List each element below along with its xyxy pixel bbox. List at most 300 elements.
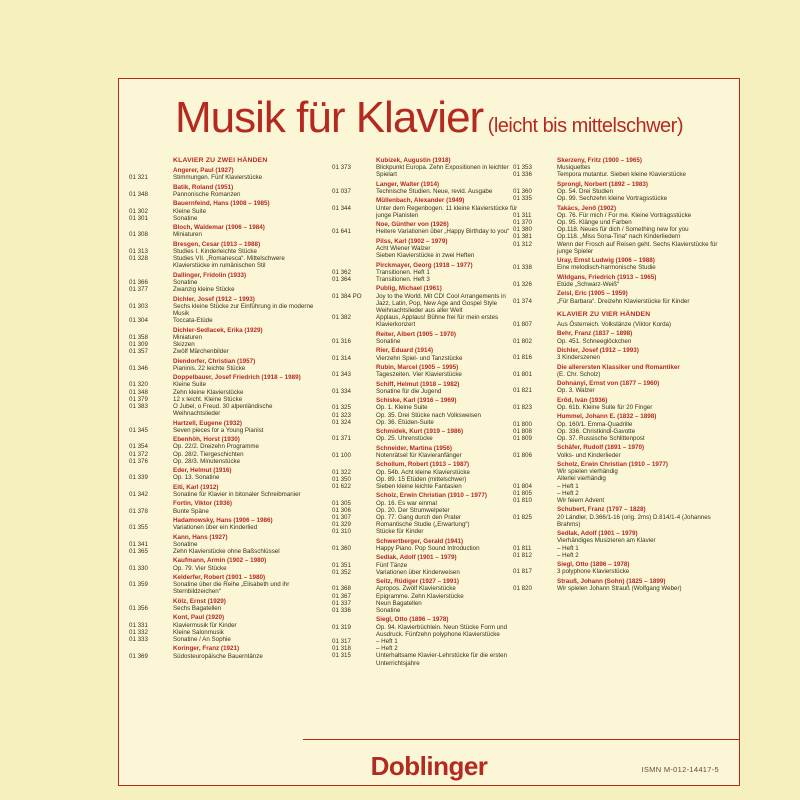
work-line [513, 338, 733, 345]
composer-name: Kont, Paul (1920) [173, 614, 225, 622]
composer-name: Bloch, Waldemar (1906 – 1984) [173, 224, 265, 232]
work-line [513, 264, 733, 271]
work-line [513, 219, 733, 226]
work-line [129, 653, 319, 660]
publisher-logo: Doblinger [370, 751, 488, 781]
work-title: Vierhändiges Musizieren am Klavier [557, 537, 656, 545]
order-number: 01 303 [129, 302, 148, 310]
order-number: 01 373 [332, 164, 351, 172]
work-title: Variationen über ein Kinderlied [173, 524, 258, 532]
work-line [129, 317, 319, 324]
work-line [129, 348, 319, 355]
composer-name: Dichler-Sedlacek, Erika (1929) [173, 326, 263, 334]
composer-name: Siegl, Otto (1896 – 1978) [376, 616, 449, 624]
order-number: 01 317 [332, 637, 351, 645]
order-number: 01 807 [513, 321, 532, 328]
work-line [513, 568, 733, 575]
order-number: 01 333 [129, 635, 148, 643]
catalog-entry [129, 484, 319, 498]
catalog-entry [513, 413, 733, 442]
composer-name: Kölz, Ernst (1929) [173, 597, 226, 605]
work-title: Transitionen. Heft 1 [376, 268, 430, 276]
order-number: 01 812 [513, 551, 532, 559]
catalog-entry [513, 530, 733, 559]
work-title: (E. Chr. Scholz) [557, 370, 601, 378]
work-title: – Heft 1 [557, 544, 579, 552]
catalog-entry [513, 321, 733, 328]
work-title: Op. 35. Drei Stücke nach Volksweisen [376, 411, 481, 419]
work-title: Op. 28/2. Tiergeschichten [173, 450, 244, 458]
work-line [332, 545, 522, 552]
work-title: Skizzen [173, 340, 195, 348]
work-title: Klaviermusik für Kinder [173, 621, 237, 629]
work-title: Op. 36. Etüden-Suite [376, 418, 434, 426]
catalog-entry [332, 428, 522, 442]
work-line [332, 338, 522, 345]
work-title: Sonatine für Klavier in bitonaler Schreibmanier [173, 490, 301, 498]
work-line [513, 514, 733, 528]
order-number: 01 320 [129, 381, 148, 389]
composer-name: Sedlak, Adolf (1901 – 1979) [557, 530, 638, 538]
work-line [513, 545, 733, 552]
work-title: Op. 37. Russische Schlittenpost [557, 434, 645, 442]
order-number: 01 323 [332, 411, 351, 419]
order-number: 01 816 [513, 354, 532, 362]
order-number: 01 360 [513, 188, 532, 195]
order-number: 01 376 [129, 457, 148, 465]
catalog-entry [129, 467, 319, 481]
order-number: 01 378 [129, 507, 148, 515]
composer-name: Fortin, Viktor (1936) [173, 500, 233, 508]
work-line [332, 600, 522, 607]
work-title: Joy to the World. Mit CD! Cool Arrangements in Jazz, Latin, Pop, New Age and Gospel Style Weihnachtslieder aus aller Welt [376, 292, 506, 314]
catalog-entry [332, 197, 522, 219]
order-number: 01 308 [129, 231, 148, 239]
work-title: Op. 99. Sechzehn kleine Vortragsstücke [557, 195, 668, 203]
composer-name: Publig, Michael (1961) [376, 285, 442, 293]
work-line [513, 241, 733, 255]
work-line [129, 303, 319, 317]
catalog-entry [513, 205, 733, 255]
work-title: O Jubel, o Freud. 30 alpenländische Weihnachtslieder [173, 402, 273, 418]
work-line [332, 188, 522, 195]
composer-name: Schollum, Robert (1913 – 1987) [376, 461, 470, 469]
work-line [129, 191, 319, 198]
work-line [332, 624, 522, 638]
work-line [129, 581, 319, 595]
work-title: Wir spielen Johann Strauß (Wolfgang Weber) [557, 584, 682, 592]
work-line [129, 605, 319, 612]
order-number: 01 348 [129, 191, 148, 198]
composer-name: Seitz, Rüdiger (1927 – 1991) [376, 578, 459, 586]
composer-name: Doppelbauer, Josef Friedrich (1918 – 1989) [173, 374, 301, 382]
composer-name: Erőd, Iván (1936) [557, 396, 608, 404]
work-title: Allerlei vierhändig [557, 475, 606, 483]
order-number: 01 324 [332, 418, 351, 426]
work-title: Wenn der Frosch auf Reisen geht. Sechs Klavierstücke für junge Spieler [557, 240, 718, 255]
catalog-entry [129, 327, 319, 356]
composer-name: Takács, Jenő (1902) [557, 204, 617, 212]
work-title: 12 x leicht. Kleine Stücke [173, 395, 243, 403]
work-title: Studies VII. „Romanesca“. Mittelschwere Klavierstücke im rumänischen Stil [173, 255, 285, 270]
work-title: Vierzehn Spiel- und Tanzstücke [376, 354, 463, 362]
composer-name: Behr, Franz (1837 – 1898) [557, 330, 633, 338]
composer-name: Reiter, Albert (1905 – 1970) [376, 330, 456, 338]
composer-name: Die allerersten Klassiker und Romantiker [557, 363, 680, 371]
work-line [129, 174, 319, 181]
order-number: 01 348 [129, 388, 148, 396]
order-number: 01 381 [513, 233, 532, 241]
catalog-entry [332, 347, 522, 361]
work-line [332, 607, 522, 614]
work-line [513, 552, 733, 559]
composer-name: Rubin, Marcel (1905 – 1995) [376, 363, 459, 371]
order-number: 01 808 [513, 427, 532, 435]
catalog-entry [129, 420, 319, 434]
order-number: 01 345 [129, 426, 148, 434]
order-number: 01 374 [513, 297, 532, 305]
composer-name: Pilss, Karl (1902 – 1979) [376, 237, 448, 245]
order-number: 01 037 [332, 188, 351, 195]
order-number: 01 823 [513, 403, 532, 411]
work-title: Sieben Klavierstücke in zwei Heften [376, 252, 475, 260]
work-title: Sonatine [173, 278, 198, 286]
order-number: 01 334 [332, 387, 351, 395]
order-number: 01 309 [129, 340, 148, 348]
composer-name: Uray, Ernst Ludwig (1906 – 1988) [557, 257, 655, 265]
catalog-entry [513, 181, 733, 203]
footer-divider [303, 739, 739, 740]
composer-name: Scholz, Erwin Christian (1910 – 1977) [376, 492, 487, 500]
work-title: Sonatine [173, 540, 198, 548]
work-title: Blickpunkt Europa. Zehn Expositionen in leichter Spielart [376, 164, 509, 179]
composer-name: Skerzeny, Fritz (1900 – 1965) [557, 157, 642, 164]
composer-name: Schiff, Helmut (1918 – 1982) [376, 380, 460, 388]
composer-name: Ebenhöh, Horst (1930) [173, 436, 240, 444]
order-number: 01 346 [129, 364, 148, 372]
order-number: 01 825 [513, 513, 532, 521]
order-number: 01 342 [129, 490, 148, 498]
work-line [332, 269, 522, 276]
work-line [513, 371, 733, 378]
catalog-entry [513, 347, 733, 361]
order-number: 01 336 [513, 171, 532, 179]
order-number: 01 321 [129, 174, 148, 182]
work-line [332, 469, 522, 476]
order-number: 01 382 [332, 314, 351, 322]
composer-name: Schubert, Franz (1797 – 1828) [557, 506, 646, 514]
work-title: Variationen über Kinderweisen [376, 568, 460, 576]
composer-name: Diendorfer, Christian (1957) [173, 357, 256, 365]
work-line [129, 524, 319, 531]
work-title: Wir spielen vierhändig [557, 468, 618, 476]
catalog-entry [129, 534, 319, 556]
work-line [129, 341, 319, 348]
work-title: 3 Kinderszenen [557, 354, 600, 362]
composer-name: Schäfer, Rudolf (1891 – 1970) [557, 444, 645, 452]
work-line [332, 276, 522, 283]
work-title: Tageszeiten. Vier Klavierstücke [376, 371, 462, 379]
order-number: 01 360 [332, 544, 351, 552]
work-title: Op. 89. 15 Etüden (mittelschwer) [376, 475, 467, 483]
work-title: Pianinis. 22 leichte Stücke [173, 364, 246, 372]
order-number: 01 383 [129, 402, 148, 410]
work-line [332, 388, 522, 395]
work-title: Wir feiern Advent [557, 496, 605, 504]
work-line [129, 208, 319, 215]
work-title: Miniaturen [173, 333, 202, 341]
order-number: 01 328 [129, 255, 148, 263]
order-number: 01 302 [129, 207, 148, 215]
order-number: 01 338 [513, 264, 532, 272]
work-line [332, 404, 522, 411]
order-number: 01 367 [332, 592, 351, 600]
work-title: Op. 22/2. Dreizehn Programme [173, 443, 259, 451]
catalog-entry [129, 374, 319, 417]
catalog-entry [332, 578, 522, 614]
catalog-entry [129, 500, 319, 514]
work-title: Tempora mutantur. Sieben kleine Klavierstücke [557, 171, 686, 179]
order-number: 01 341 [129, 540, 148, 548]
work-title: Aus Österreich. Volkstänze (Viktor Korda) [557, 321, 672, 328]
work-line [332, 562, 522, 569]
composer-name: Kubizek, Augustin (1918) [376, 157, 451, 164]
catalog-entry [332, 538, 522, 552]
composer-name: Koringer, Franz (1921) [173, 645, 240, 653]
work-line [129, 622, 319, 629]
work-line [332, 412, 522, 419]
composer-name: Sprongl, Norbert (1892 – 1983) [557, 180, 648, 188]
work-title: Op. 54b. Acht kleine Klavierstücke [376, 468, 470, 476]
work-title: Romantische Studie („Erwartung“) [376, 521, 470, 529]
work-title: Sonatine [376, 337, 401, 345]
catalog-entry [332, 262, 522, 284]
work-title: Toccata-Etüde [173, 317, 213, 325]
work-line [513, 428, 733, 435]
work-title: Op. 28/3. Minutenstücke [173, 457, 241, 465]
catalog-entry [513, 257, 733, 271]
catalog-entry [513, 364, 733, 378]
work-title: Fünf Tänze [376, 561, 408, 569]
work-line [332, 245, 522, 252]
order-number: 01 802 [513, 337, 532, 345]
catalog-entry [332, 331, 522, 345]
composer-name: Wildgans, Friedrich (1913 – 1965) [557, 273, 657, 281]
order-number: 01 817 [513, 568, 532, 576]
composer-name: Sedlak, Adolf (1901 – 1979) [376, 554, 457, 562]
catalog-entry [129, 598, 319, 612]
column-1 [129, 157, 319, 662]
composer-name: Schmidek, Kurt (1919 – 1986) [376, 428, 464, 436]
order-number: 01 316 [332, 337, 351, 345]
work-title: 3 polyphone Klavierstücke [557, 568, 630, 576]
composer-name: Batik, Roland (1951) [173, 183, 234, 191]
composer-name: Bresgen, Cesar (1913 – 1988) [173, 240, 261, 248]
work-line [332, 435, 522, 442]
order-number: 01 304 [129, 317, 148, 325]
work-title: Sechs Bagatellen [173, 604, 222, 612]
catalog-entry [129, 574, 319, 596]
composer-name: Strauß, Johann (Sohn) (1825 – 1899) [557, 577, 666, 585]
order-number: 01 800 [513, 420, 532, 428]
work-line [332, 521, 522, 528]
work-line [332, 569, 522, 576]
composer-name: Eiti, Karl (1912) [173, 483, 219, 491]
work-line [513, 387, 733, 394]
work-title: Sechs kleine Stücke zur Einführung in die moderne Musik [173, 302, 314, 317]
work-line [332, 314, 522, 328]
work-title: Kleine Suite [173, 207, 207, 215]
section-heading-two-hands: KLAVIER ZU ZWEI HÄNDEN [173, 157, 268, 164]
order-number: 01 369 [129, 652, 148, 660]
catalog-entry [332, 381, 522, 395]
work-line [332, 593, 522, 600]
order-number: 01 372 [129, 450, 148, 458]
work-line [332, 419, 522, 426]
work-line [513, 404, 733, 411]
catalog-entry [129, 200, 319, 222]
order-number: 01 330 [129, 564, 148, 572]
work-line [129, 443, 319, 450]
catalog-entry [513, 330, 733, 344]
work-line [513, 585, 733, 592]
catalog-entry [332, 181, 522, 195]
work-title: Applaus, Applaus! Bühne frei für mein erstes Klavierkonzert [376, 314, 499, 329]
title-subtitle: (leicht bis mittelschwer) [487, 115, 683, 137]
composer-name: Bauernfeind, Hans (1908 – 1985) [173, 200, 270, 208]
order-number: 01 801 [513, 370, 532, 378]
catalog-entry [513, 561, 733, 575]
composer-name: Müllenbach, Alexander (1949) [376, 197, 465, 205]
work-title: Volks- und Kinderlieder [557, 451, 621, 459]
work-line [129, 215, 319, 222]
order-number: 01 356 [129, 604, 148, 612]
work-title: Op. 451. Schneeglöckchen [557, 337, 632, 345]
work-line [129, 255, 319, 269]
order-number [513, 468, 557, 475]
composer-name: Hartzell, Eugene (1932) [173, 419, 242, 427]
composer-name: Schneider, Martina (1956) [376, 444, 452, 452]
work-line [513, 468, 733, 475]
work-line [129, 548, 319, 555]
work-line [513, 354, 733, 361]
work-title: Sonatine [173, 214, 198, 222]
work-line [129, 396, 319, 403]
column-3 [513, 157, 733, 594]
order-number [332, 252, 376, 259]
work-title: Op. 54. Drei Studien [557, 188, 614, 195]
order-number: 01 301 [129, 214, 148, 222]
section-heading-four-hands: KLAVIER ZU VIER HÄNDEN [557, 310, 651, 318]
order-number: 01 352 [332, 568, 351, 576]
work-line [129, 636, 319, 643]
work-title: Miniaturen [173, 231, 202, 239]
order-number: 01 359 [129, 581, 148, 589]
work-line [332, 652, 522, 666]
work-line [513, 421, 733, 428]
title-main: Musik für Klavier [175, 93, 484, 142]
order-number: 01 377 [129, 286, 148, 294]
order-number: 01 307 [332, 513, 351, 521]
work-title: – Heft 1 [376, 637, 398, 645]
composer-name: Zeisl, Eric (1905 – 1959) [557, 290, 628, 298]
order-number: 01 357 [129, 348, 148, 356]
work-line [513, 195, 733, 202]
work-title: Sonatine für die Jugend [376, 387, 442, 395]
order-number: 01 344 [332, 204, 351, 212]
composer-name: Scholz, Erwin Christian (1910 – 1977) [557, 460, 668, 468]
work-line [513, 452, 733, 459]
order-number: 01 358 [129, 333, 148, 341]
order-number: 01 322 [332, 468, 351, 476]
work-line [332, 252, 522, 259]
order-number [332, 245, 376, 252]
work-title: Stimmungen. Fünf Klavierstücke [173, 174, 263, 182]
order-number: 01 314 [332, 354, 351, 362]
order-number [513, 537, 557, 544]
work-title: Notenrätsel für Klavieranfänger [376, 451, 462, 459]
work-line [513, 226, 733, 233]
catalog-entry [129, 358, 319, 372]
work-title: Pannonische Romanzen [173, 191, 241, 198]
composer-name: Dichler, Josef (1912 – 1993) [173, 295, 255, 303]
work-line [129, 427, 319, 434]
work-title: Studies I. Kinderleichte Stücke [173, 247, 257, 255]
work-title: Op. 25. Uhrenstücke [376, 435, 433, 443]
work-line [129, 491, 319, 498]
work-line [513, 171, 733, 178]
order-number: 01 804 [513, 482, 532, 490]
work-title: Unter dem Regenbogen. 11 kleine Klavierstücke für junge Pianisten [376, 204, 518, 219]
work-line [129, 451, 319, 458]
work-line [513, 212, 733, 219]
order-number: 01 371 [332, 435, 351, 443]
composer-name: Angerer, Paul (1927) [173, 167, 234, 175]
order-number: 01 641 [332, 228, 351, 236]
work-title: Seven pieces for a Young Pianist [173, 426, 264, 434]
order-number: 01 337 [332, 599, 351, 607]
work-line [332, 476, 522, 483]
work-title: Bunte Späne [173, 507, 209, 515]
catalog-entry [129, 296, 319, 325]
work-title: Op. 13. Sonatine [173, 474, 220, 482]
work-title: Op. 160/1. Emma-Quadrille [557, 420, 633, 428]
work-title: Op. 77. Gang durch den Prater [376, 513, 461, 521]
work-title: 20 Ländler, D.366/1-16 (orig. 2ms) D.814/1-4 (Johannes Brahms) [557, 513, 711, 528]
catalog-entry [129, 224, 319, 238]
composer-name: Langer, Walter (1914) [376, 180, 440, 188]
order-number: 01 353 [513, 164, 532, 172]
order-number: 01 379 [129, 395, 148, 403]
order-number: 01 306 [332, 506, 351, 514]
work-line [332, 355, 522, 362]
order-number: 01 370 [513, 219, 532, 226]
work-line [129, 334, 319, 341]
work-line [513, 164, 733, 171]
order-number: 01 326 [513, 281, 532, 288]
order-number: 01 821 [513, 387, 532, 395]
catalog-entry [129, 241, 319, 270]
composer-name: Kaufmann, Armin (1902 – 1980) [173, 557, 267, 565]
composer-name: Hadamowsky, Hans (1906 – 1986) [173, 516, 273, 524]
catalog-entry [332, 221, 522, 235]
composer-name: Rier, Eduard (1914) [376, 347, 434, 355]
work-title: Heitere Variationen über „Happy Birthday to you“ [376, 228, 510, 236]
work-title: Op. 1. Kleine Suite [376, 404, 428, 412]
work-title: Sonatine / An Sophie [173, 635, 231, 643]
work-line [129, 389, 319, 396]
work-title: Sonatine [376, 606, 401, 614]
